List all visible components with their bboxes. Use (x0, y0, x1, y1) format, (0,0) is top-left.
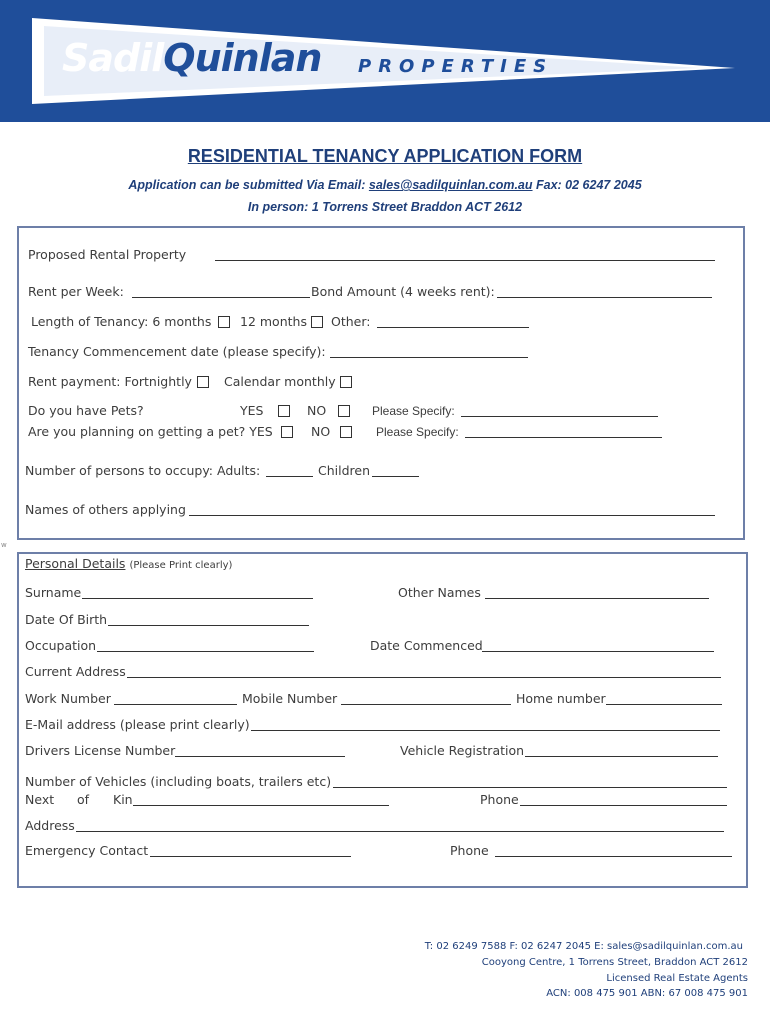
current-address-field[interactable] (127, 677, 721, 678)
persons-adults-label: Number of persons to occupy: Adults: (25, 463, 261, 478)
margin-mark: w (1, 541, 7, 549)
submission-info (0, 178, 770, 192)
bond-amount-field[interactable] (497, 297, 712, 298)
footer-acn-abn: ACN: 008 475 901 ABN: 67 008 475 901 (546, 988, 748, 999)
emergency-phone-field[interactable] (495, 856, 732, 857)
calendar-monthly-label: Calendar monthly (224, 374, 336, 389)
planning-specify-label: Please Specify: (376, 425, 459, 439)
personal-details-note: (Please Print clearly) (129, 560, 233, 571)
rent-per-week-label: Rent per Week: (28, 284, 124, 299)
num-vehicles-field[interactable] (333, 787, 727, 788)
pets-yes-label: YES (240, 403, 264, 418)
date-commenced-label: Date Commenced (370, 638, 483, 653)
rent-per-week-field[interactable] (132, 297, 310, 298)
logo-wordmark (62, 36, 321, 80)
proposed-property-field[interactable] (215, 260, 715, 261)
other-tenancy-field[interactable] (377, 327, 529, 328)
six-months-checkbox[interactable] (218, 316, 230, 328)
vehicle-registration-label: Vehicle Registration (400, 743, 525, 758)
fortnightly-checkbox[interactable] (197, 376, 209, 388)
vehicle-registration-field[interactable] (525, 756, 718, 757)
next-of-kin-field[interactable] (133, 805, 389, 806)
work-number-label: Work Number (25, 691, 111, 706)
dob-field[interactable] (108, 625, 309, 626)
in-person-info: In person: 1 Torrens Street Braddon ACT 2612 (247, 200, 523, 214)
other-names-label: Other Names (398, 585, 481, 600)
address-label: Address (25, 818, 75, 833)
header-banner (0, 0, 770, 122)
logo-part2: Quinlan (163, 36, 322, 80)
footer-address: Cooyong Centre, 1 Torrens Street, Braddon ACT 2612 (481, 957, 748, 968)
of-label: of (77, 792, 90, 807)
surname-label: Surname (25, 585, 82, 600)
logo-subtitle: PROPERTIES (358, 56, 554, 77)
other-names-field[interactable] (485, 598, 709, 599)
planning-pet-no-checkbox[interactable] (340, 426, 352, 438)
kin-phone-field[interactable] (520, 805, 727, 806)
emergency-contact-label: Emergency Contact (25, 843, 149, 858)
emergency-phone-label: Phone (450, 843, 489, 858)
pets-specify-field[interactable] (461, 416, 658, 417)
commencement-label: Tenancy Commencement date (please specify): (28, 344, 326, 359)
commencement-field[interactable] (330, 357, 528, 358)
calendar-monthly-checkbox[interactable] (340, 376, 352, 388)
drivers-license-label: Drivers License Number (25, 743, 176, 758)
email-address-label: E-Mail address (please print clearly) (25, 717, 250, 732)
footer-contact: T: 02 6249 7588 F: 02 6247 2045 E: sales@sadilquinlan.com.au (424, 941, 743, 952)
address-field[interactable] (76, 831, 724, 832)
pets-no-checkbox[interactable] (338, 405, 350, 417)
planning-pet-yes-checkbox[interactable] (281, 426, 293, 438)
bond-amount-label: Bond Amount (4 weeks rent): (311, 284, 495, 299)
others-applying-field[interactable] (189, 515, 715, 516)
email-address-field[interactable] (251, 730, 720, 731)
drivers-license-field[interactable] (175, 756, 345, 757)
occupation-label: Occupation (25, 638, 97, 653)
twelve-months-label: 12 months (240, 314, 307, 329)
planning-specify-field[interactable] (465, 437, 662, 438)
pets-question-label: Do you have Pets? (28, 403, 144, 418)
planning-pet-label: Are you planning on getting a pet? YES (28, 424, 273, 439)
rent-payment-label: Rent payment: Fortnightly (28, 374, 192, 389)
footer-licensed: Licensed Real Estate Agents (606, 973, 748, 984)
date-commenced-field[interactable] (482, 651, 714, 652)
others-applying-label: Names of others applying (25, 502, 186, 517)
adults-field[interactable] (266, 476, 313, 477)
dob-label: Date Of Birth (25, 612, 108, 627)
length-of-tenancy-label: Length of Tenancy: 6 months (31, 314, 212, 329)
planning-pet-no-label: NO (311, 424, 331, 439)
form-title: RESIDENTIAL TENANCY APPLICATION FORM (187, 146, 583, 166)
work-number-field[interactable] (114, 704, 237, 705)
personal-details-heading (25, 556, 232, 571)
pets-no-label: NO (307, 403, 327, 418)
children-field[interactable] (372, 476, 419, 477)
occupation-field[interactable] (97, 651, 314, 652)
emergency-contact-field[interactable] (150, 856, 351, 857)
current-address-label: Current Address (25, 664, 126, 679)
submission-prefix: Application can be submitted Via Email: (128, 178, 369, 192)
next-label: Next (25, 792, 55, 807)
children-label: Children (318, 463, 371, 478)
fax-text: Fax: 02 6247 2045 (532, 178, 642, 192)
num-vehicles-label: Number of Vehicles (including boats, trailers etc) (25, 774, 332, 789)
surname-field[interactable] (82, 598, 313, 599)
pets-yes-checkbox[interactable] (278, 405, 290, 417)
home-number-field[interactable] (606, 704, 722, 705)
kin-phone-label: Phone (480, 792, 519, 807)
personal-details-title: Personal Details (25, 556, 126, 571)
home-number-label: Home number (516, 691, 606, 706)
logo-part1: Sadil (62, 36, 164, 80)
twelve-months-checkbox[interactable] (311, 316, 323, 328)
other-tenancy-label: Other: (331, 314, 371, 329)
kin-label: Kin (113, 792, 133, 807)
pets-specify-label: Please Specify: (372, 404, 455, 418)
mobile-number-field[interactable] (341, 704, 511, 705)
proposed-property-label: Proposed Rental Property (28, 247, 187, 262)
mobile-number-label: Mobile Number (242, 691, 338, 706)
email-link[interactable]: sales@sadilquinlan.com.au (368, 178, 533, 192)
